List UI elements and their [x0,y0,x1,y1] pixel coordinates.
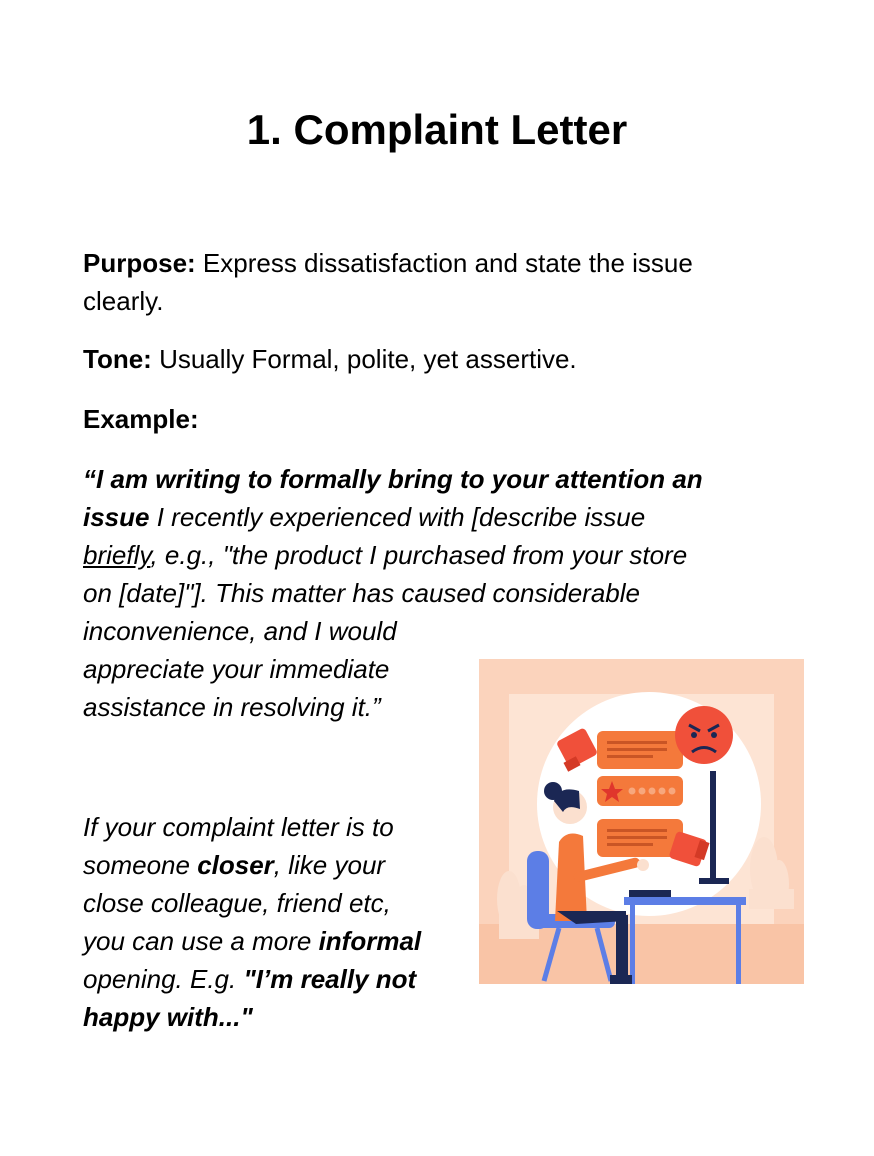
message-card-bottom [597,819,683,857]
example-line-4: on [date]"]. This matter has caused considerable [83,578,640,608]
note-line-5-a: opening. E.g. [83,964,244,994]
note-line-5 [83,960,416,998]
tone-text: Usually Formal, polite, yet assertive. [151,344,577,374]
example-line-7: assistance in resolving it.” [83,692,381,722]
page-title: 1. Complaint Letter [246,106,628,153]
rating-card [597,776,683,806]
note-line-2-b: , like your [273,850,386,880]
example-line-5: inconvenience, and I would [83,616,397,646]
purpose-line-1 [83,244,693,282]
note-line-2 [83,846,385,884]
example-line-3 [83,536,687,574]
example-line-2-text: I recently experienced with [describe issue [149,502,646,532]
tone-line [83,340,577,378]
note-line-3: close colleague, friend etc, [83,888,391,918]
angry-face-icon [675,706,733,764]
note-line-1: If your complaint letter is to [83,812,394,842]
example-bold-issue: issue [83,502,150,532]
message-card-top [597,731,683,769]
example-line-3-text: , e.g., "the product I purchased from your store [150,540,688,570]
purpose-text: Express dissatisfaction and state the issue [195,248,693,278]
note-line-4-a: you can use a more [83,926,319,956]
note-bold-informal: informal [318,926,422,956]
example-underlined-briefly: briefly [83,540,151,570]
example-label: Example: [83,404,199,434]
note-bold-example: "I’m really not [243,964,417,994]
note-line-6: happy with..." [83,1002,253,1032]
tone-label: Tone: [83,344,152,374]
note-line-4 [83,922,421,960]
example-line-6: appreciate your immediate [83,654,390,684]
purpose-line-2: clearly. [83,286,164,316]
example-line-1: “I am writing to formally bring to your attention an [83,464,703,494]
note-line-2-a: someone [83,850,198,880]
complaint-review-illustration [479,659,804,984]
example-line-2 [83,498,645,536]
note-bold-closer: closer [197,850,274,880]
purpose-label: Purpose: [83,248,196,278]
